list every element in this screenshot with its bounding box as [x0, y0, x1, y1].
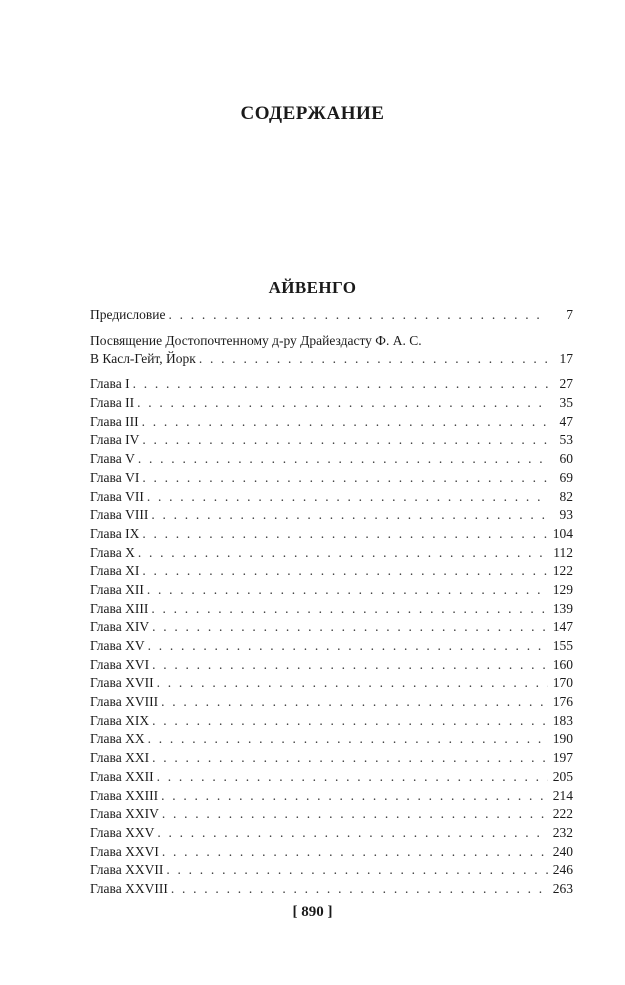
dot-leader: [166, 861, 548, 880]
toc-entry-title: Глава XXI: [90, 750, 150, 766]
toc-entry-title: Глава XIV: [90, 619, 150, 635]
toc-entry-chapter[interactable]: [90, 618, 573, 637]
toc-entry-chapter[interactable]: [90, 488, 573, 507]
toc-entry-title: Глава XVI: [90, 656, 150, 672]
toc-entry-page: 7: [566, 307, 573, 322]
toc-entry-page: 139: [552, 600, 573, 616]
toc-entry-page: 160: [552, 656, 573, 672]
toc-entry-chapter[interactable]: [90, 413, 573, 432]
dot-leader: [133, 375, 548, 394]
dot-leader: [148, 637, 548, 656]
toc-entry-title: Глава XXVII: [90, 862, 164, 878]
dot-leader: [171, 880, 548, 899]
toc-entry-chapter[interactable]: [90, 787, 573, 806]
toc-entry-title: Глава XXVI: [90, 843, 159, 859]
dot-leader: [147, 581, 548, 600]
toc-entry-title: Глава XXIII: [90, 787, 159, 803]
toc-entry-title: Глава I: [90, 376, 130, 392]
dot-leader: [142, 413, 548, 432]
toc-entry-title: Глава XV: [90, 638, 145, 653]
toc-entry-chapter[interactable]: [90, 544, 573, 563]
dot-leader: [138, 450, 548, 469]
toc-entry-title: Глава IX: [90, 525, 140, 541]
dot-leader: [162, 843, 548, 862]
toc-entry-chapter[interactable]: [90, 730, 573, 749]
toc-entry-title: Глава XXVIII: [90, 880, 168, 896]
dot-leader: [152, 618, 548, 637]
toc-entry-page: 69: [559, 469, 573, 485]
toc-entry-title: Глава XVII: [90, 675, 154, 691]
toc-entry-page: 222: [552, 806, 573, 822]
dot-leader: [147, 488, 548, 507]
table-of-contents: [90, 306, 573, 899]
dot-leader: [151, 600, 548, 619]
toc-entry-title: Глава VIII: [90, 507, 149, 523]
dot-leader: [199, 350, 548, 369]
toc-entry-page: 93: [559, 507, 573, 523]
toc-entry-title: Глава XIII: [90, 600, 149, 616]
toc-entry-chapter[interactable]: [90, 581, 573, 600]
toc-entry-title: Глава XXII: [90, 768, 154, 784]
toc-entry-page: 214: [552, 787, 573, 803]
section-title: АЙВЕНГО: [268, 278, 357, 297]
toc-entry-preface[interactable]: [90, 306, 573, 325]
toc-entry-chapter[interactable]: [90, 656, 573, 675]
toc-entry-title: Глава XI: [90, 563, 140, 579]
toc-entry-chapter[interactable]: [90, 600, 573, 619]
toc-entry-dedication[interactable]: [90, 332, 573, 369]
toc-entry-page: 155: [552, 638, 573, 653]
dot-leader: [142, 525, 548, 544]
toc-entry-title: Предисловие: [90, 307, 166, 322]
toc-entry-page: 176: [552, 694, 573, 710]
dot-leader: [157, 768, 548, 787]
toc-entry-chapter[interactable]: [90, 525, 573, 544]
toc-entry-title: Глава XVIII: [90, 694, 159, 710]
toc-entry-title: Глава VII: [90, 488, 144, 504]
toc-entry-page: 190: [552, 731, 573, 747]
toc-entry-page: 205: [552, 768, 573, 784]
toc-entry-title: Глава XIX: [90, 712, 150, 728]
dot-leader: [157, 674, 548, 693]
toc-entry-page: 183: [552, 712, 573, 728]
toc-entry-title: Глава XXIV: [90, 806, 159, 822]
dot-leader: [152, 749, 548, 768]
toc-entry-page: 232: [552, 824, 573, 840]
toc-entry-title: Глава VI: [90, 469, 140, 485]
dot-leader: [157, 824, 548, 843]
toc-entry-chapter[interactable]: [90, 861, 573, 880]
toc-entry-chapter[interactable]: [90, 824, 573, 843]
dot-leader: [137, 394, 548, 413]
toc-entry-title: Глава XXV: [90, 824, 155, 840]
toc-entry-title: Глава X: [90, 544, 135, 560]
toc-entry-chapter[interactable]: [90, 749, 573, 768]
page-number: [ 890 ]: [292, 904, 333, 920]
toc-entry-page: 246: [552, 862, 573, 878]
toc-entry-chapter[interactable]: [90, 506, 573, 525]
toc-entry-chapter[interactable]: [90, 637, 573, 656]
toc-entry-page: 112: [553, 544, 573, 560]
dot-leader: [168, 306, 548, 325]
dot-leader: [138, 544, 548, 563]
toc-entry-page: 47: [559, 413, 573, 429]
toc-entry-page: 122: [552, 563, 573, 579]
toc-entry-title-line1: Посвящение Достопочтенному д-ру Драйездасту Ф. А. С.: [90, 332, 422, 348]
dot-leader: [162, 805, 548, 824]
toc-entry-title-line2: В Касл-Гейт, Йорк: [90, 350, 196, 366]
toc-entry-chapter[interactable]: [90, 394, 573, 413]
toc-entry-chapter[interactable]: [90, 674, 573, 693]
toc-entry-chapter[interactable]: [90, 880, 573, 899]
page-title: СОДЕРЖАНИЕ: [240, 103, 385, 124]
toc-entry-chapter[interactable]: [90, 805, 573, 824]
dot-leader: [161, 787, 548, 806]
toc-entry-title: Глава II: [90, 395, 135, 411]
toc-entry-title: Глава V: [90, 451, 135, 467]
toc-entry-page: 17: [559, 350, 573, 366]
toc-entry-page: 240: [552, 843, 573, 859]
toc-entry-page: 82: [559, 488, 573, 504]
toc-entry-page: 170: [552, 675, 573, 691]
dot-leader: [148, 730, 548, 749]
chapter-list: [90, 375, 573, 898]
toc-entry-page: 27: [559, 376, 573, 392]
dot-leader: [152, 712, 548, 731]
toc-entry-chapter[interactable]: [90, 450, 573, 469]
toc-entry-chapter[interactable]: [90, 431, 573, 450]
toc-entry-page: 263: [552, 880, 573, 896]
toc-entry-chapter[interactable]: [90, 375, 573, 394]
toc-entry-title: Глава IV: [90, 432, 140, 448]
toc-entry-title: Глава III: [90, 413, 139, 429]
toc-entry-chapter[interactable]: [90, 562, 573, 581]
toc-entry-chapter[interactable]: [90, 469, 573, 488]
toc-entry-chapter[interactable]: [90, 843, 573, 862]
dot-leader: [142, 469, 548, 488]
toc-entry-chapter[interactable]: [90, 712, 573, 731]
dot-leader: [142, 562, 548, 581]
toc-entry-chapter[interactable]: [90, 768, 573, 787]
toc-entry-page: 104: [552, 525, 573, 541]
dot-leader: [152, 656, 548, 675]
toc-entry-title: Глава XII: [90, 581, 144, 597]
toc-entry-page: 35: [559, 395, 573, 411]
toc-entry-title: Глава XX: [90, 731, 145, 747]
toc-entry-page: 197: [552, 750, 573, 766]
toc-entry-page: 53: [559, 432, 573, 448]
toc-entry-page: 60: [559, 451, 573, 467]
toc-entry-chapter[interactable]: [90, 693, 573, 712]
dot-leader: [161, 693, 548, 712]
dot-leader: [151, 506, 548, 525]
dot-leader: [142, 431, 548, 450]
toc-entry-page: 129: [552, 581, 573, 597]
toc-entry-page: 147: [552, 619, 573, 635]
